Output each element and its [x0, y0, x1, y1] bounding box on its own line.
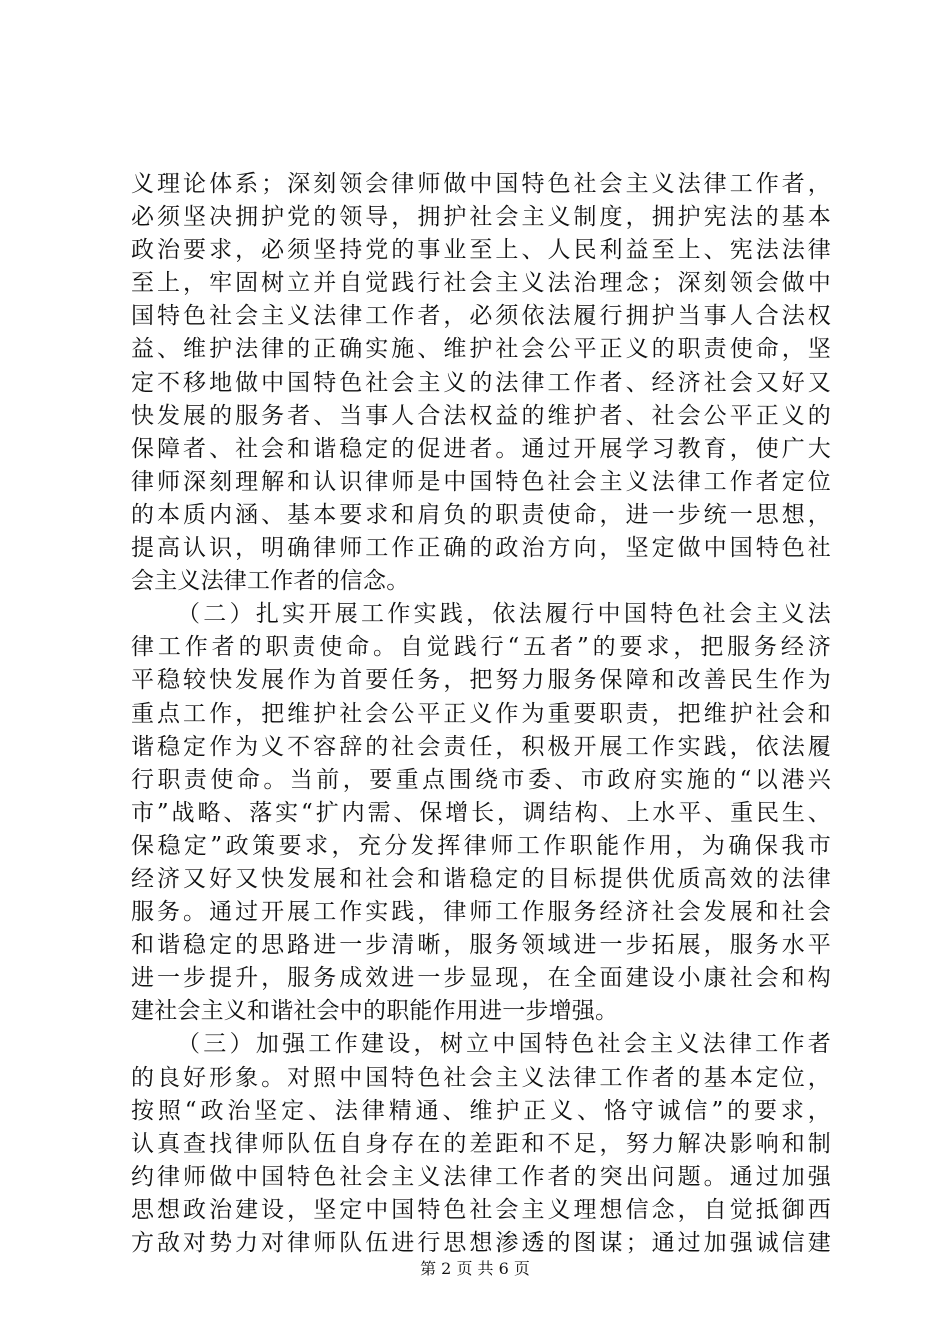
text-line: 必须坚决拥护党的领导，拥护社会主义制度，拥护宪法的基本	[131, 204, 831, 231]
text-line: 进一步提升，服务成效进一步显现，在全面建设小康社会和构	[131, 965, 831, 992]
text-line: 律师深刻理解和认识律师是中国特色社会主义法律工作者定位	[131, 468, 831, 495]
text-line: 律工作者的职责使命。自觉践行“五者”的要求，把服务经济	[131, 634, 831, 661]
text-line: 认真查找律师队伍自身存在的差距和不足，努力解决影响和制	[131, 1130, 831, 1157]
text-line: 行职责使命。当前，要重点围绕市委、市政府实施的“以港兴	[131, 766, 831, 793]
text-line: 经济又好又快发展和社会和谐稳定的目标提供优质高效的法律	[131, 865, 831, 892]
text-line: 建社会主义和谐社会中的职能作用进一步增强。	[131, 998, 619, 1025]
text-line: 保障者、社会和谐稳定的促进者。通过开展学习教育，使广大	[131, 435, 831, 462]
text-line: 市”战略、落实“扩内需、保增长，调结构、上水平、重民生、	[131, 799, 831, 826]
text-line: 的本质内涵、基本要求和肩负的职责使命，进一步统一思想，	[131, 501, 831, 528]
text-line: 保稳定”政策要求，充分发挥律师工作职能作用，为确保我市	[131, 832, 831, 859]
text-line: 政治要求，必须坚持党的事业至上、人民利益至上、宪法法律	[131, 237, 831, 264]
text-line: 谐稳定作为义不容辞的社会责任，积极开展工作实践，依法履	[131, 733, 831, 760]
page-footer: 第 2 页 共 6 页	[420, 1259, 530, 1278]
text-line: 约律师做中国特色社会主义法律工作者的突出问题。通过加强	[131, 1163, 831, 1190]
text-line: 至上，牢固树立并自觉践行社会主义法治理念；深刻领会做中	[131, 270, 831, 297]
text-line: 快发展的服务者、当事人合法权益的维护者、社会公平正义的	[131, 402, 831, 429]
text-line: （三）加强工作建设，树立中国特色社会主义法律工作者	[177, 1031, 831, 1058]
text-line: 国特色社会主义法律工作者，必须依法履行拥护当事人合法权	[131, 303, 831, 330]
text-line: 的良好形象。对照中国特色社会主义法律工作者的基本定位，	[131, 1064, 831, 1091]
text-line: （二）扎实开展工作实践，依法履行中国特色社会主义法	[177, 601, 831, 628]
text-line: 和谐稳定的思路进一步清晰，服务领域进一步拓展，服务水平	[131, 932, 831, 959]
text-line: 思想政治建设，坚定中国特色社会主义理想信念，自觉抵御西	[131, 1196, 831, 1223]
text-line: 义理论体系；深刻领会律师做中国特色社会主义法律工作者，	[131, 171, 831, 197]
document-body	[131, 168, 831, 1260]
text-line: 服务。通过开展工作实践，律师工作服务经济社会发展和社会	[131, 899, 831, 926]
text-line: 按照“政治坚定、法律精通、维护正义、恪守诚信”的要求，	[131, 1097, 831, 1124]
text-line: 平稳较快发展作为首要任务，把努力服务保障和改善民生作为	[131, 667, 831, 694]
text-line: 会主义法律工作者的信念。	[131, 568, 410, 595]
text-line: 定不移地做中国特色社会主义的法律工作者、经济社会又好又	[131, 369, 831, 396]
text-line: 益、维护法律的正确实施、维护社会公平正义的职责使命，坚	[131, 336, 831, 363]
text-line: 重点工作，把维护社会公平正义作为重要职责，把维护社会和	[131, 700, 831, 727]
text-line: 方敌对势力对律师队伍进行思想渗透的图谋；通过加强诚信建	[131, 1230, 831, 1256]
text-line: 提高认识，明确律师工作正确的政治方向，坚定做中国特色社	[131, 535, 831, 562]
